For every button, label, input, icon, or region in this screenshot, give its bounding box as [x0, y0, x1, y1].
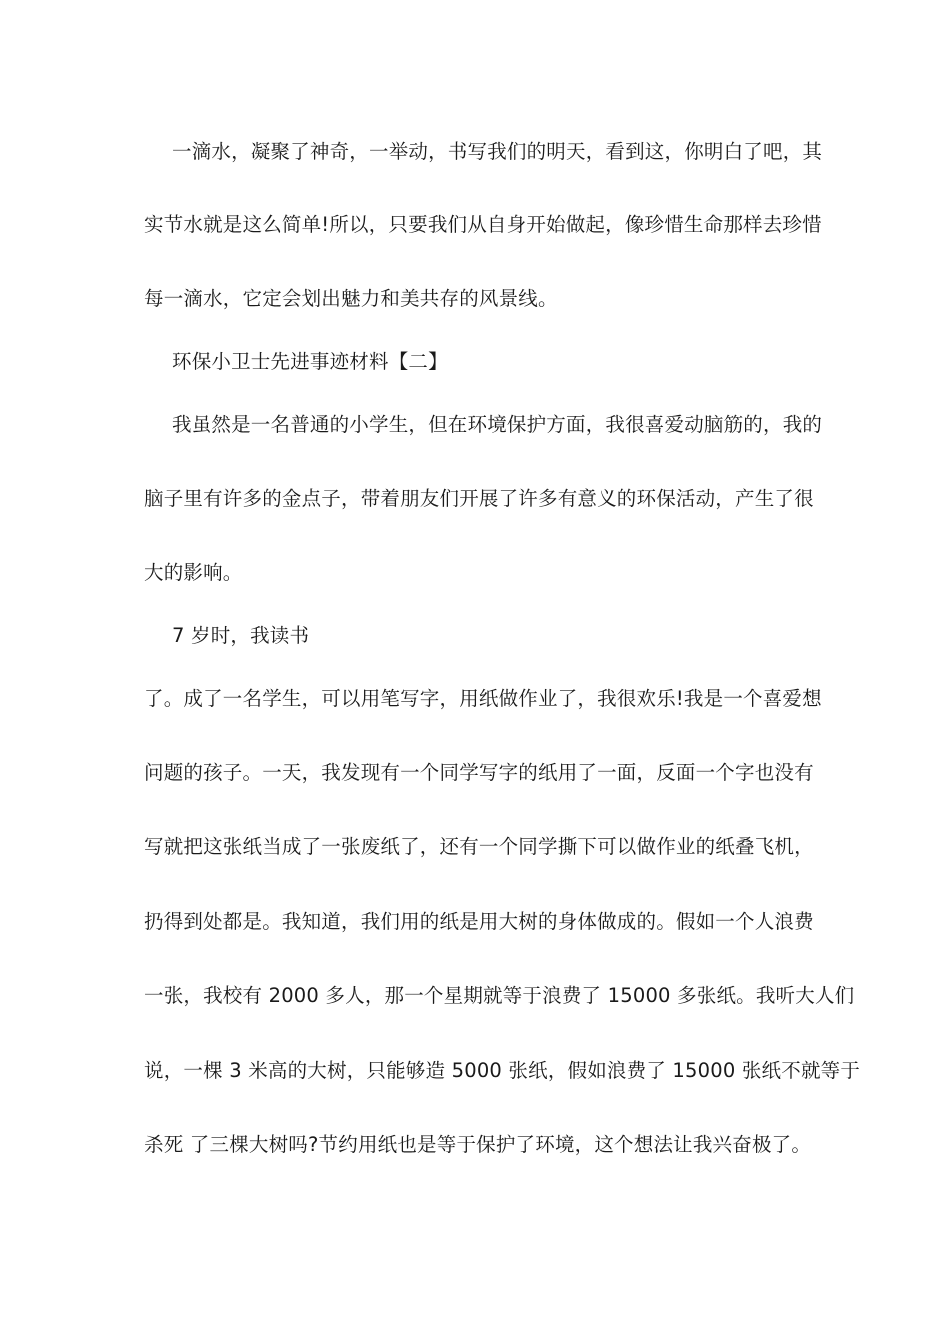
- paragraph-2-line-2: 脑子里有许多的金点子，带着朋友们开展了许多有意义的环保活动，产生了很: [144, 487, 814, 510]
- section-heading: 环保小卫士先进事迹材料【二】: [172, 350, 448, 373]
- paragraph-4-line-1: 了。成了一名学生，可以用笔写字，用纸做作业了，我很欢乐!我是一个喜爱想: [144, 687, 822, 710]
- paragraph-3-line-1: 7 岁时，我读书: [172, 624, 310, 647]
- paragraph-4-line-4: 扔得到处都是。我知道，我们用的纸是用大树的身体做成的。假如一个人浪费: [144, 910, 814, 933]
- paragraph-1-line-1: 一滴水，凝聚了神奇，一举动，书写我们的明天，看到这，你明白了吧，其: [172, 140, 823, 163]
- paragraph-2-line-1: 我虽然是一名普通的小学生，但在环境保护方面，我很喜爱动脑筋的，我的: [172, 413, 823, 436]
- paragraph-1-line-2: 实节水就是这么简单!所以，只要我们从自身开始做起，像珍惜生命那样去珍惜: [144, 213, 822, 236]
- paragraph-1-line-3: 每一滴水，它定会划出魅力和美共存的风景线。: [144, 287, 558, 310]
- paragraph-4-line-2: 问题的孩子。一天，我发现有一个同学写字的纸用了一面，反面一个字也没有: [144, 761, 814, 784]
- paragraph-4-line-5: 一张，我校有 2000 多人，那一个星期就等于浪费了 15000 多张纸。我听大人们: [144, 984, 855, 1007]
- paragraph-4-line-6: 说，一棵 3 米高的大树，只能够造 5000 张纸，假如浪费了 15000 张纸不就等于: [144, 1059, 861, 1082]
- paragraph-2-line-3: 大的影响。: [144, 561, 243, 584]
- paragraph-4-line-3: 写就把这张纸当成了一张废纸了，还有一个同学撕下可以做作业的纸叠飞机，: [144, 835, 814, 858]
- paragraph-4-line-7: 杀死 了三棵大树吗?节约用纸也是等于保护了环境，这个想法让我兴奋极了。: [144, 1133, 812, 1156]
